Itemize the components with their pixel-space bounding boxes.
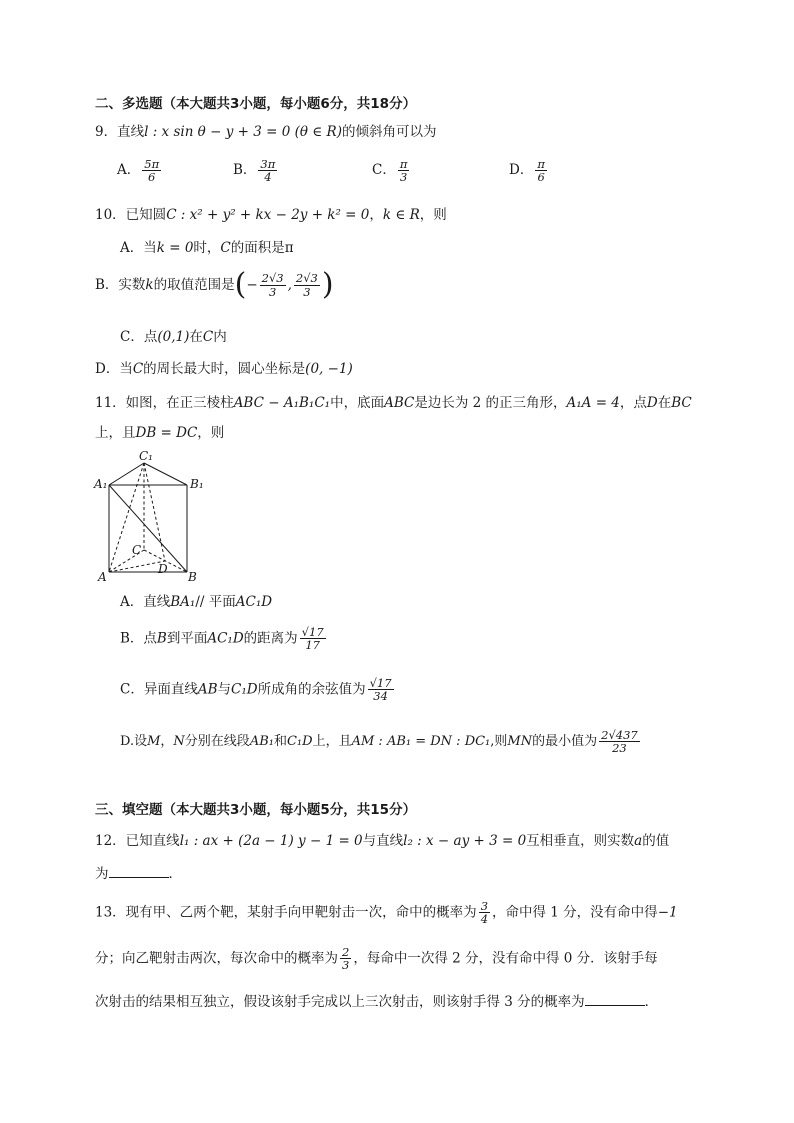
q13-answer-blank[interactable] [585,1005,645,1006]
diagonal-a1b [109,485,187,572]
option-fraction: $\frac{\pi}{3}$ [399,157,408,185]
q10-option-a: A．当k = 0时，C的面积是π [120,240,294,256]
hidden-edge-ad [109,561,165,572]
q11-option-b: B．点B到平面AC₁D的距离为 $\frac{√17}{17}$ [120,625,324,653]
q9-stem [95,124,437,140]
label-c: C [132,543,142,557]
q11-stem-line-1: 11．如图，在正三棱柱ABC − A₁B₁C₁中，底面ABC是边长为 2 的正三角形，A₁A = 4，点D在BC [95,395,692,411]
q9-option-d [509,158,549,183]
option-fraction: $\frac{3\pi}{4}$ [260,157,276,185]
label-b: B [188,570,197,584]
edge-c1b1 [144,463,187,485]
q10-k-domain: k ∈ R [382,207,420,223]
q13-line-2: 分；向乙靶射击两次，每次命中的概率为 $\frac{2}{3}$ ，每命中一次得 2 分，没有命中得 0 分．该射手每 [95,945,658,973]
q11-option-c: C．异面直线AB与C₁D所成角的余弦值为 $\frac{√17}{34}$ [120,676,392,704]
q11-stem-line-2: 上，且DB = DC，则 [95,425,225,441]
option-letter: D． [509,162,534,179]
q10-option-b: B．实数k的取值范围是(− $\frac{2√3}{3}$ , $\frac{2√3}{3}$ ) [95,267,334,302]
q10-option-d: D．当C的周长最大时，圆心坐标是(0, −1) [95,361,353,377]
label-d: D [158,562,168,576]
label-a: A [98,570,107,584]
q10-stem: 10．已知圆C : x² + y² + kx − 2y + k² = 0，k ∈ R，则 [95,207,447,223]
label-c1: C₁ [139,450,153,463]
range-fraction-left: $\frac{2√3}{3}$ [261,271,284,299]
q13-line-1: 13．现有甲、乙两个靶，某射手向甲靶射击一次，命中的概率为 $\frac{3}{4}$ ，命中得 1 分，没有命中得−1 [95,899,678,927]
option-letter: C． [372,162,396,179]
q9-line-equation: l : x sin θ − y + 3 = 0 (θ ∈ R) [144,124,342,140]
q9-stem-prefix: 9．直线 [95,124,145,140]
q12-stem-line-1: 12．已知直线l₁ : ax + (2a − 1) y − 1 = 0与直线l₂ : x − ay + 3 = 0互相垂直，则实数a的值 [95,833,670,849]
section-2-title: 二、多选题（本大题共3小题，每小题6分，共18分） [95,96,417,112]
label-a1: A₁ [94,477,108,491]
q9-option-b [233,158,279,183]
q13-line-3: 次射击的结果相互独立，假设该射手完成以上三次射击，则该射手得 3 分的概率为 ． [95,994,659,1010]
q11-option-a: A．直线BA₁// 平面AC₁D [120,594,273,610]
section-3-title: 三、填空题（本大题共3小题，每小题5分，共15分） [95,802,417,818]
range-fraction-right: $\frac{2√3}{3}$ [295,271,318,299]
min-value-fraction: $\frac{2√437}{23}$ [601,728,638,756]
cosine-fraction: $\frac{√17}{34}$ [369,676,392,704]
option-fraction: $\frac{5\pi}{6}$ [144,157,160,185]
label-b1: B₁ [190,477,204,491]
q12-stem-line-2: 为 ． [95,866,182,882]
q10-stem-prefix: 10．已知圆 [95,207,167,223]
q9-option-a [117,158,163,183]
q9-stem-suffix: 的倾斜角可以为 [342,124,437,140]
option-fraction: $\frac{\pi}{6}$ [537,157,545,185]
edge-a1c1 [109,463,144,485]
distance-fraction: $\frac{√17}{17}$ [301,625,324,653]
q9-option-c [372,158,411,183]
q12-answer-blank[interactable] [109,877,169,878]
q10-option-c: C．点(0,1)在C内 [120,329,227,345]
q11-option-d: D.设M，N分别在线段AB₁和C₁D上，且AM : AB₁ = DN : DC₁,则MN的最小值为 $\frac{2√437}{23}$ [120,728,638,756]
q13-prob-b: $\frac{2}{3}$ [342,945,350,973]
option-letter: A． [117,162,141,179]
q13-prob-a: $\frac{3}{4}$ [480,899,489,927]
q10-circle-equation: C : x² + y² + kx − 2y + k² = 0 [166,207,370,223]
hidden-edge-c1d [144,463,165,561]
option-letter: B． [233,162,257,179]
prism-figure [88,450,218,585]
